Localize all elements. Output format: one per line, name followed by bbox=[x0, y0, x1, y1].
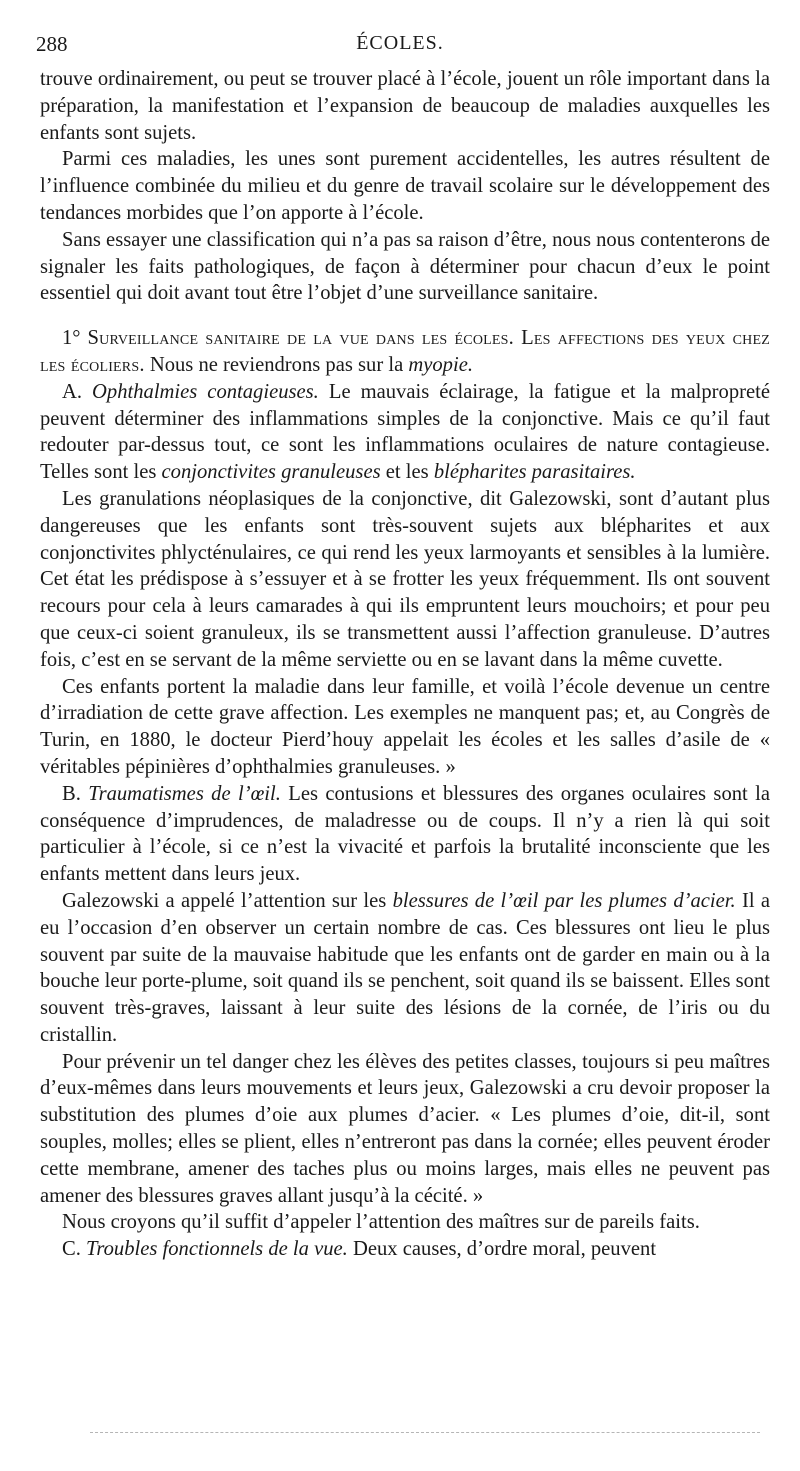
myopie-term: myopie. bbox=[408, 353, 473, 376]
plumes-text-2: Il a eu l’occasion d’en observer un certain nombre de cas. Ces blessures ont lieu le plus souvent par suite de la mauvaise habitude que les enfants ont de garder en main ou à la bouche leur porte-plume, soit quand ils se penchent, soit quand ils se baissent. Elles sont souvent très-graves, laissant à leur suite des lésions de la cornée, de l’iris ou du cristallin. bbox=[40, 889, 771, 1046]
section-b-text: Les contusions et blessures des organes oculaires sont la conséquence d’imprudences, de maladresse ou de coups. Il n’y a rien là qui soit particulier à l’école, si ce n’est la vivacité et parfois la brutalité inconsciente que les enfants mettent dans leurs jeux. bbox=[40, 782, 770, 886]
paragraph-continued: trouve ordinairement, ou peut se trouver placé à l’école, jouent un rôle important dans la préparation, la manifestation et l’expansion de beaucoup de maladies auxquelles les enfants sont sujets. bbox=[40, 68, 770, 144]
footer-rule bbox=[90, 1432, 760, 1433]
section-a-title: Ophthalmies contagieuses. bbox=[92, 380, 319, 403]
section-c-paragraph bbox=[40, 1236, 770, 1263]
page-body bbox=[40, 66, 770, 1263]
paragraph-plumes-acier bbox=[40, 888, 770, 1049]
section-a-paragraph bbox=[40, 379, 770, 486]
blepharites-term: blépharites parasitaires. bbox=[433, 461, 636, 484]
section-a-text-1: Le mauvais éclairage, la fatigue et la malpropreté peuvent déterminer des inflammations simples de la conjonctive. Mais ce qu’il faut redouter par-dessus tout, ce sont les inflammations oculaires de nature contagieuse. Telles sont les bbox=[40, 380, 770, 484]
plumes-text-1: Galezowski a appelé l’attention sur les bbox=[62, 889, 387, 912]
paragraph-famille: Ces enfants portent la maladie dans leur famille, et voilà l’école devenue un centre d’irradiation de cette grave affection. Les exemples ne manquent pas; et, au Congrès de Turin, en 1880, le docteur Pierd’houy appelait les écoles et les salles d’asile de « véritables pépinières d’ophthalmies granuleuses. » bbox=[40, 675, 770, 778]
running-title: ÉCOLES. bbox=[356, 32, 444, 54]
conjonctivites-term: conjonctivites granuleuses bbox=[161, 461, 381, 484]
paragraph-prevenir: Pour prévenir un tel danger chez les élèves des petites classes, toujours si peu maîtres d’eux-mêmes dans leurs mouvements et leurs jeux, Galezowski a cru devoir proposer la substitution des plumes d’oie aux plumes d’acier. « Les plumes d’oie, dit-il, sont souples, molles; elles se plient, elles n’entreront pas dans la cornée; elles peuvent éroder cette membrane, amener des taches plus ou moins larges, mais elles ne peuvent pas amener des blessures graves allant jusqu’à la cécité. » bbox=[40, 1050, 770, 1207]
section-c-title: Troubles fonctionnels de la vue. bbox=[86, 1238, 348, 1261]
section-b-title: Traumatismes de l’œil. bbox=[88, 782, 281, 805]
section-a-label: A. bbox=[62, 380, 83, 403]
section-b-label: B. bbox=[62, 782, 81, 805]
section-c-label: C. bbox=[62, 1238, 81, 1261]
section-1-text: Nous ne reviendrons pas sur la bbox=[149, 353, 404, 376]
blessures-term: blessures de l’œil par les plumes d’acier. bbox=[392, 889, 736, 912]
page-number: 288 bbox=[36, 32, 68, 56]
paragraph-classification: Sans essayer une classification qui n’a pas sa raison d’être, nous nous contenterons de signaler les faits pathologiques, de façon à déterminer pour chacun d’eux le point essentiel qui doit avant tout être l’objet d’une surveillance sanitaire. bbox=[40, 228, 771, 305]
paragraph-maladies: Parmi ces maladies, les unes sont purement accidentelles, les autres résultent de l’influence combinée du milieu et du genre de travail scolaire sur le développement des tendances morbides que l’on apporte à l’école. bbox=[40, 148, 770, 224]
section-1-heading bbox=[40, 325, 770, 379]
section-a-text-2: et les bbox=[385, 461, 429, 484]
section-1-number: 1° bbox=[62, 327, 81, 350]
section-b-paragraph bbox=[40, 781, 770, 888]
section-c-text: Deux causes, d’ordre moral, peuvent bbox=[352, 1238, 657, 1261]
paragraph-granulations: Les granulations néoplasiques de la conjonctive, dit Galezowski, sont d’autant plus dangereuses que les enfants sont très-souvent sujets aux blépharites et aux conjonctivites phlycténulaires, ce qui rend les yeux larmoyants et sensibles à la lumière. Cet état les prédispose à s’essuyer et à se frotter les yeux fréquemment. Ils ont souvent recours pour cela à leurs camarades à qui ils empruntent leurs mouchoirs; et pour peu que ceux-ci soient granuleux, ils se transmettent aussi l’affection granuleuse. D’autres fois, c’est en se servant de la même serviette ou en se lavant dans la même cuvette. bbox=[40, 487, 770, 671]
page-header bbox=[30, 30, 770, 60]
paragraph-attention: Nous croyons qu’il suffit d’appeler l’attention des maîtres sur de pareils faits. bbox=[62, 1211, 700, 1234]
section-1-title: Surveillance sanitaire de la vue dans les écoles. Les affections des yeux chez les écoliers. bbox=[40, 327, 770, 376]
